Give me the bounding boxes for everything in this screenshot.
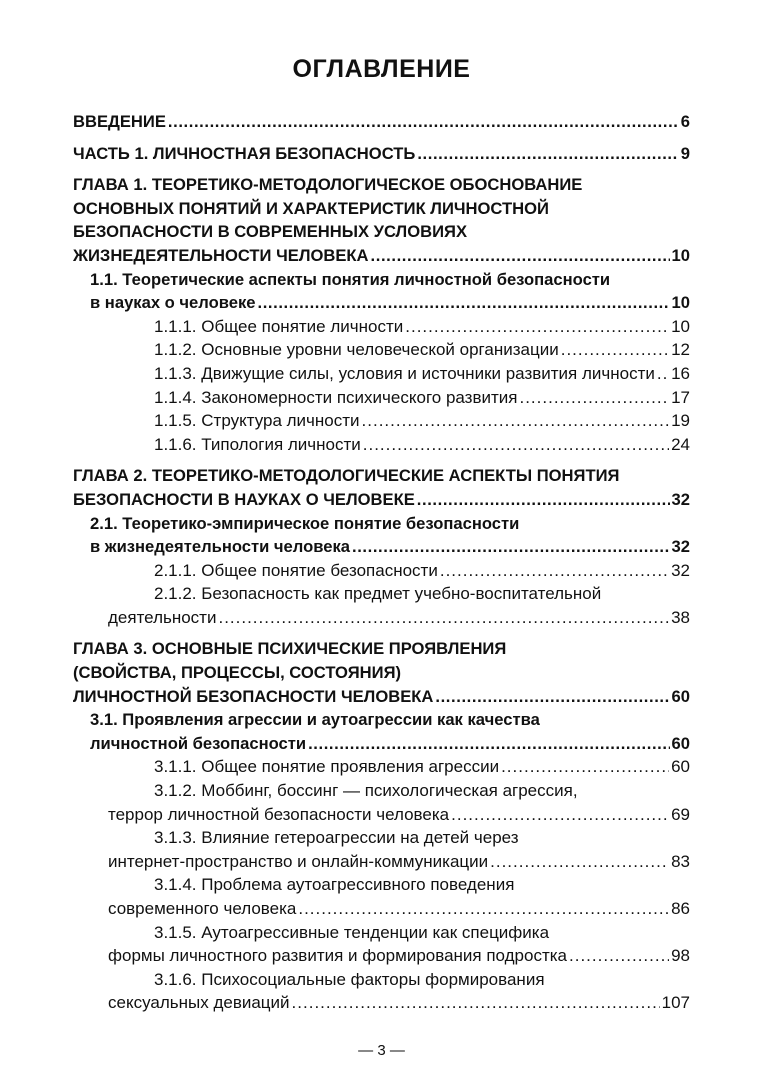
toc-entry-label: в жизнедеятельности человека bbox=[90, 537, 350, 557]
table-of-contents bbox=[73, 110, 690, 1015]
toc-entry-introduction[interactable] bbox=[73, 110, 690, 134]
toc-entry-line: 3.1.3. Влияние гетероагрессии на детей через bbox=[154, 828, 519, 848]
toc-entry-line: 1.1. Теоретические аспекты понятия личностной безопасности bbox=[90, 269, 611, 289]
toc-entry-label: ЛИЧНОСТНОЙ БЕЗОПАСНОСТИ ЧЕЛОВЕКА bbox=[73, 686, 434, 706]
toc-entry-1-1-3[interactable] bbox=[73, 362, 690, 386]
toc-entry-label: деятельности bbox=[108, 607, 217, 627]
toc-entry-label: сексуальных девиаций bbox=[108, 993, 290, 1013]
page-number: 32 bbox=[671, 489, 690, 509]
toc-entry-1-1-6[interactable] bbox=[73, 433, 690, 457]
page-title: ОГЛАВЛЕНИЕ bbox=[292, 55, 471, 83]
page-number: 16 bbox=[671, 363, 690, 383]
toc-entry-label: личностной безопасности bbox=[90, 733, 307, 753]
page-number: 60 bbox=[671, 757, 690, 777]
toc-entry-line: 3.1.6. Психосоциальные факторы формирования bbox=[154, 969, 545, 989]
toc-entry-line: 3.1.4. Проблема аутоагрессивного поведения bbox=[154, 875, 515, 895]
toc-entry-line: ОСНОВНЫХ ПОНЯТИЙ И ХАРАКТЕРИСТИК ЛИЧНОСТНОЙ bbox=[73, 198, 549, 218]
toc-entry-label: 1.1.1. Общее понятие личности bbox=[154, 316, 404, 336]
page-number: 86 bbox=[671, 899, 690, 918]
page-number: 83 bbox=[671, 851, 690, 871]
toc-entry-label: 2.1.1. Общее понятие безопасности bbox=[154, 560, 438, 580]
toc-entry-3-1-5[interactable] bbox=[73, 921, 690, 968]
page-number: 9 bbox=[680, 143, 690, 163]
toc-entry-chapter-2[interactable] bbox=[73, 464, 690, 511]
toc-entry-label: БЕЗОПАСНОСТИ В НАУКАХ О ЧЕЛОВЕКЕ bbox=[73, 489, 415, 509]
toc-entry-line: ГЛАВА 2. ТЕОРЕТИКО-МЕТОДОЛОГИЧЕСКИЕ АСПЕКТЫ ПОНЯТИЯ bbox=[73, 466, 620, 486]
toc-entry-label: ЖИЗНЕДЕЯТЕЛЬНОСТИ ЧЕЛОВЕКА bbox=[73, 245, 369, 265]
toc-entry-label: ВВЕДЕНИЕ bbox=[73, 112, 166, 131]
page-number: 98 bbox=[671, 946, 690, 966]
page-number: 60 bbox=[671, 686, 690, 706]
toc-entry-1-1-4[interactable] bbox=[73, 386, 690, 410]
toc-entry-section-2-1[interactable] bbox=[73, 512, 690, 559]
toc-entry-label: 1.1.5. Структура личности bbox=[154, 411, 360, 431]
page-number: 69 bbox=[671, 804, 690, 824]
page-number: 19 bbox=[671, 411, 690, 431]
page-number: 38 bbox=[671, 607, 690, 627]
page-number: 32 bbox=[671, 537, 690, 557]
toc-entry-label: 1.1.2. Основные уровни человеческой организации bbox=[154, 340, 559, 360]
page-number: 24 bbox=[671, 434, 690, 454]
toc-entry-line: 3.1.5. Аутоагрессивные тенденции как специфика bbox=[154, 922, 550, 942]
toc-entry-section-3-1[interactable] bbox=[73, 708, 690, 755]
toc-entry-3-1-6[interactable] bbox=[73, 968, 690, 1015]
page-number: 60 bbox=[671, 733, 690, 753]
toc-entry-chapter-1[interactable] bbox=[73, 173, 690, 267]
toc-entry-2-1-1[interactable] bbox=[73, 559, 690, 583]
toc-entry-3-1-1[interactable] bbox=[73, 755, 690, 779]
toc-entry-label: в науках о человеке bbox=[90, 293, 256, 313]
toc-entry-label: 1.1.3. Движущие силы, условия и источники развития личности bbox=[154, 363, 655, 383]
page-number: 107 bbox=[661, 993, 690, 1013]
toc-entry-line: 2.1. Теоретико-эмпирическое понятие безопасности bbox=[90, 513, 520, 533]
toc-entry-label: 3.1.1. Общее понятие проявления агрессии bbox=[154, 757, 500, 777]
page-number: 10 bbox=[671, 245, 690, 265]
toc-entry-1-1-5[interactable] bbox=[73, 409, 690, 433]
toc-entry-section-1-1[interactable] bbox=[73, 268, 690, 315]
toc-entry-line: (СВОЙСТВА, ПРОЦЕССЫ, СОСТОЯНИЯ) bbox=[73, 663, 402, 683]
page-number: 32 bbox=[671, 560, 690, 580]
toc-entry-3-1-3[interactable] bbox=[73, 826, 690, 873]
toc-entry-line: 2.1.2. Безопасность как предмет учебно-воспитательной bbox=[154, 584, 602, 604]
toc-entry-label: ЧАСТЬ 1. ЛИЧНОСТНАЯ БЕЗОПАСНОСТЬ bbox=[73, 143, 416, 163]
toc-entry-line: ГЛАВА 1. ТЕОРЕТИКО-МЕТОДОЛОГИЧЕСКОЕ ОБОСНОВАНИЕ bbox=[73, 175, 583, 195]
toc-entry-line: БЕЗОПАСНОСТИ В СОВРЕМЕННЫХ УСЛОВИЯХ bbox=[73, 222, 468, 242]
page-number: 6 bbox=[680, 112, 690, 131]
toc-entry-3-1-4[interactable] bbox=[73, 873, 690, 920]
page-number: 10 bbox=[671, 293, 690, 313]
toc-entry-3-1-2[interactable] bbox=[73, 779, 690, 826]
toc-entry-line: ГЛАВА 3. ОСНОВНЫЕ ПСИХИЧЕСКИЕ ПРОЯВЛЕНИЯ bbox=[73, 639, 507, 659]
toc-entry-label: формы личностного развития и формирования подростка bbox=[108, 946, 568, 966]
toc-entry-1-1-2[interactable] bbox=[73, 338, 690, 362]
toc-entry-2-1-2[interactable] bbox=[73, 582, 690, 629]
toc-entry-label: современного человека bbox=[108, 899, 297, 918]
page-number: 17 bbox=[671, 387, 690, 407]
toc-entry-label: 1.1.4. Закономерности психического развития bbox=[154, 387, 518, 407]
page-footer-number: — 3 — bbox=[358, 1042, 405, 1059]
page-number: 12 bbox=[671, 340, 690, 360]
toc-entry-label: террор личностной безопасности человека bbox=[108, 804, 450, 824]
toc-entry-chapter-3[interactable] bbox=[73, 637, 690, 708]
toc-entry-label: интернет-пространство и онлайн-коммуникации bbox=[108, 851, 489, 871]
page-number: 10 bbox=[671, 316, 690, 336]
toc-entry-1-1-1[interactable] bbox=[73, 315, 690, 339]
toc-entry-part-1[interactable] bbox=[73, 142, 690, 166]
toc-entry-label: 1.1.6. Типология личности bbox=[154, 434, 361, 454]
toc-entry-line: 3.1. Проявления агрессии и аутоагрессии как качества bbox=[90, 710, 540, 730]
toc-entry-line: 3.1.2. Моббинг, боссинг — психологическая агрессия, bbox=[154, 781, 578, 801]
